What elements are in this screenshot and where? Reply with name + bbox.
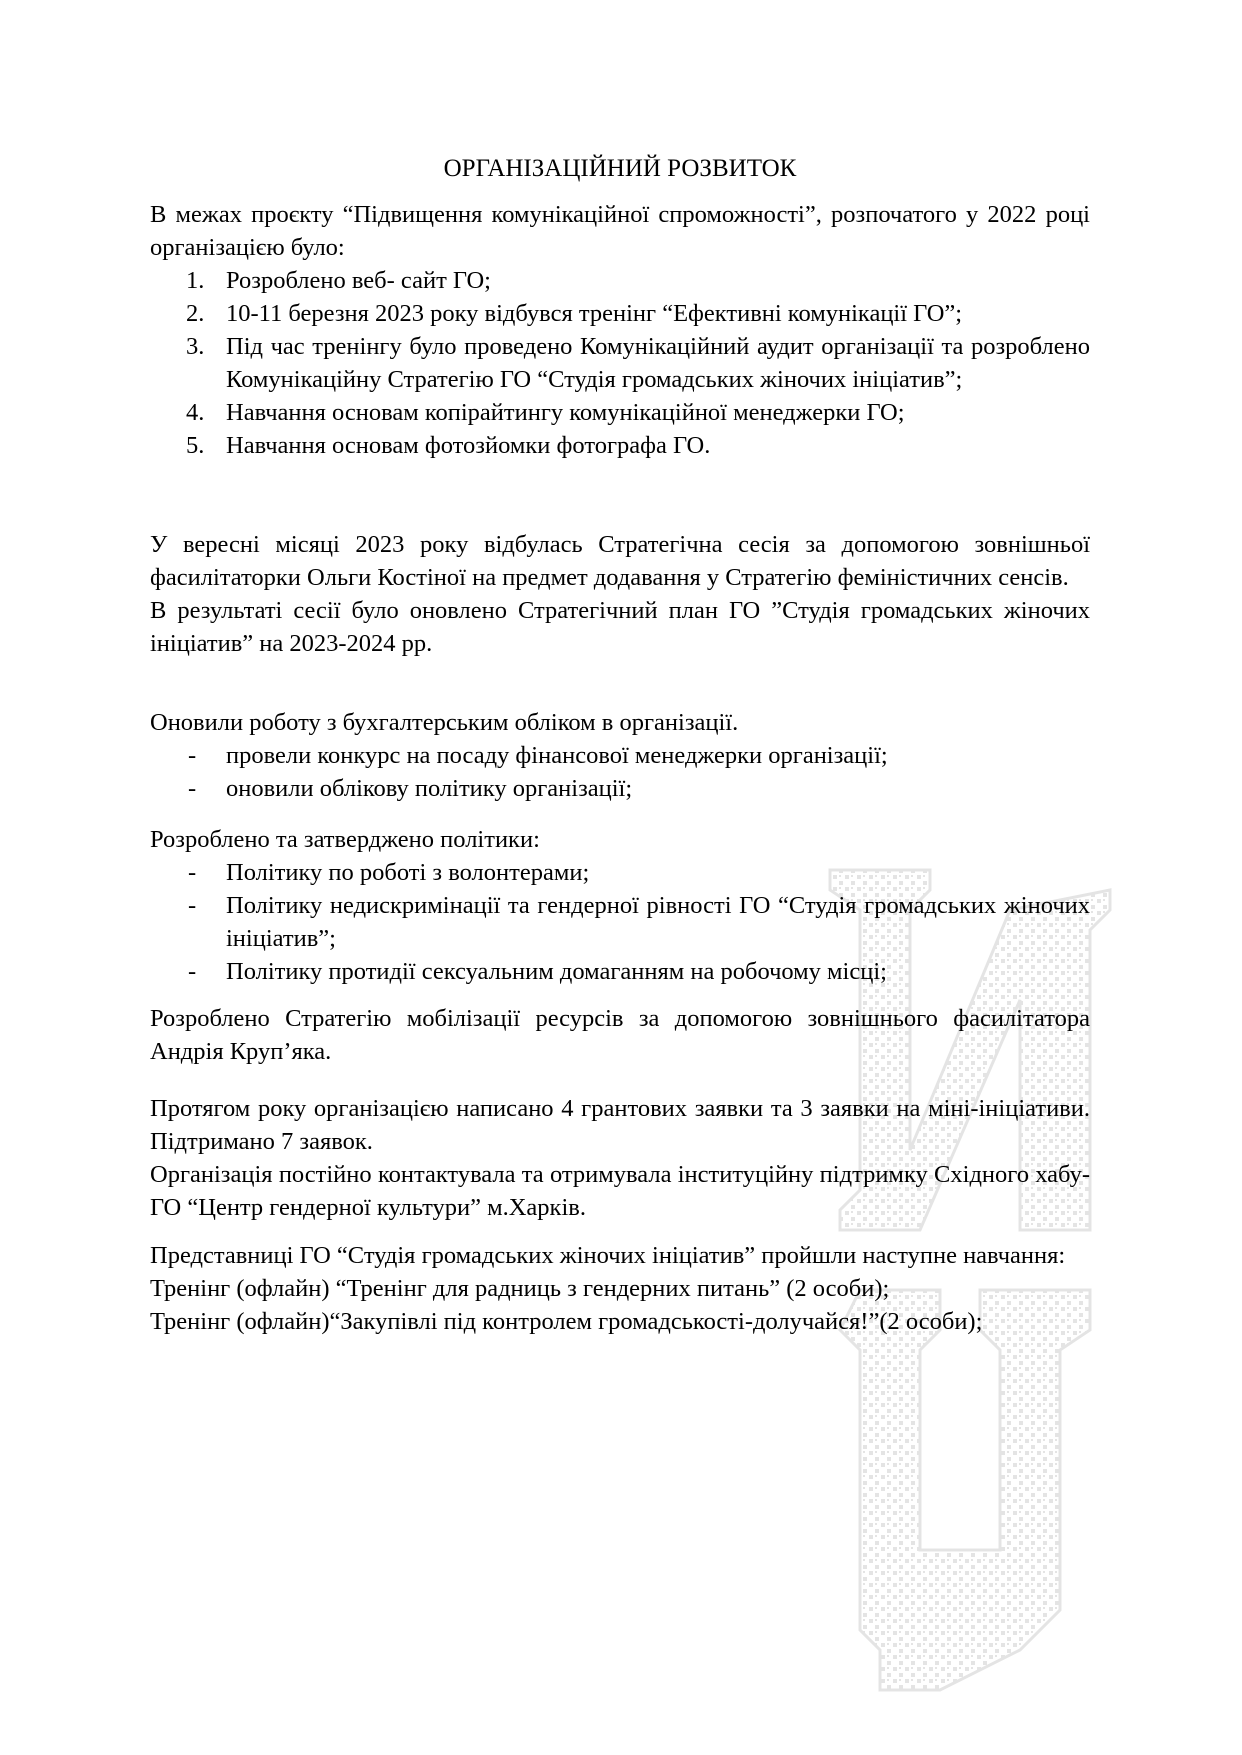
list-item: - Політику протидії сексуальним домаганням на робочому місці; xyxy=(188,958,887,985)
policies-section xyxy=(150,823,1090,988)
list-item: 1. Розроблено веб- сайт ГО; xyxy=(186,267,491,294)
mobilization-paragraph: Розроблено Стратегію мобілізації ресурсів за допомогою зовнішнього фасилітатора Андрія Круп’яка. xyxy=(150,1005,1090,1065)
training-section xyxy=(150,1239,1090,1338)
strategy-paragraph: У вересні місяці 2023 року відбулась Стратегічна сесія за допомогою зовнішньої фасилітаторки Ольги Костіної на предмет додавання у Стратегію феміністичних сенсів. xyxy=(150,531,1090,591)
mobilization-section xyxy=(150,1002,1090,1068)
list-item: - оновили облікову політику організації; xyxy=(188,775,633,802)
project-section xyxy=(150,198,1090,462)
grants-section xyxy=(150,1092,1090,1224)
list-item: 3. Під час тренінгу було проведено Комунікаційний аудит організації та розроблено Комунікаційну Стратегію ГО “Студія громадських жіночих ініціатив”; xyxy=(186,333,1090,393)
list-item: 2. 10-11 березня 2023 року відбувся тренінг “Ефективні комунікації ГО”; xyxy=(186,300,963,327)
page-title: ОРГАНІЗАЦІЙНИЙ РОЗВИТОК xyxy=(443,155,797,182)
list-item: - Політику недискримінації та гендерної рівності ГО “Студія громадських жіночих ініціатив”; xyxy=(188,892,1090,952)
strategy-section xyxy=(150,528,1090,660)
grants-paragraph: Протягом року організацією написано 4 грантових заявки та 3 заявки на міні-ініціативи. Підтримано 7 заявок. xyxy=(150,1095,1090,1155)
policies-intro: Розроблено та затверджено політики: xyxy=(150,826,540,853)
project-list xyxy=(150,264,1090,462)
accounting-intro: Оновили роботу з бухгалтерським обліком в організації. xyxy=(150,709,739,736)
list-item: - Політику по роботі з волонтерами; xyxy=(188,859,590,886)
training-item: Тренінг (офлайн)“Закупівлі під контролем громадськості-долучайся!”(2 особи); xyxy=(150,1308,983,1335)
accounting-list xyxy=(150,739,1090,805)
training-intro: Представниці ГО “Студія громадських жіночих ініціатив” пройшли наступне навчання: xyxy=(150,1242,1066,1269)
project-intro: В межах проєкту “Підвищення комунікаційної спроможності”, розпочатого у 2022 році організацією було: xyxy=(150,201,1090,261)
list-item: 5. Навчання основам фотозйомки фотографа ГО. xyxy=(186,432,711,459)
training-item: Тренінг (офлайн) “Тренінг для радниць з гендерних питань” (2 особи); xyxy=(150,1275,890,1302)
support-paragraph: Організація постійно контактувала та отримувала інституційну підтримку Східного хабу- ГО “Центр гендерної культури” м.Харків. xyxy=(150,1161,1090,1221)
list-item: - провели конкурс на посаду фінансової менеджерки організації; xyxy=(188,742,888,769)
list-item: 4. Навчання основам копірайтингу комунікаційної менеджерки ГО; xyxy=(186,399,905,426)
accounting-section xyxy=(150,706,1090,805)
policies-list xyxy=(150,856,1090,988)
strategy-result-paragraph: В результаті сесії було оновлено Стратегічний план ГО ”Студія громадських жіночих ініціатив” на 2023-2024 рр. xyxy=(150,597,1090,657)
